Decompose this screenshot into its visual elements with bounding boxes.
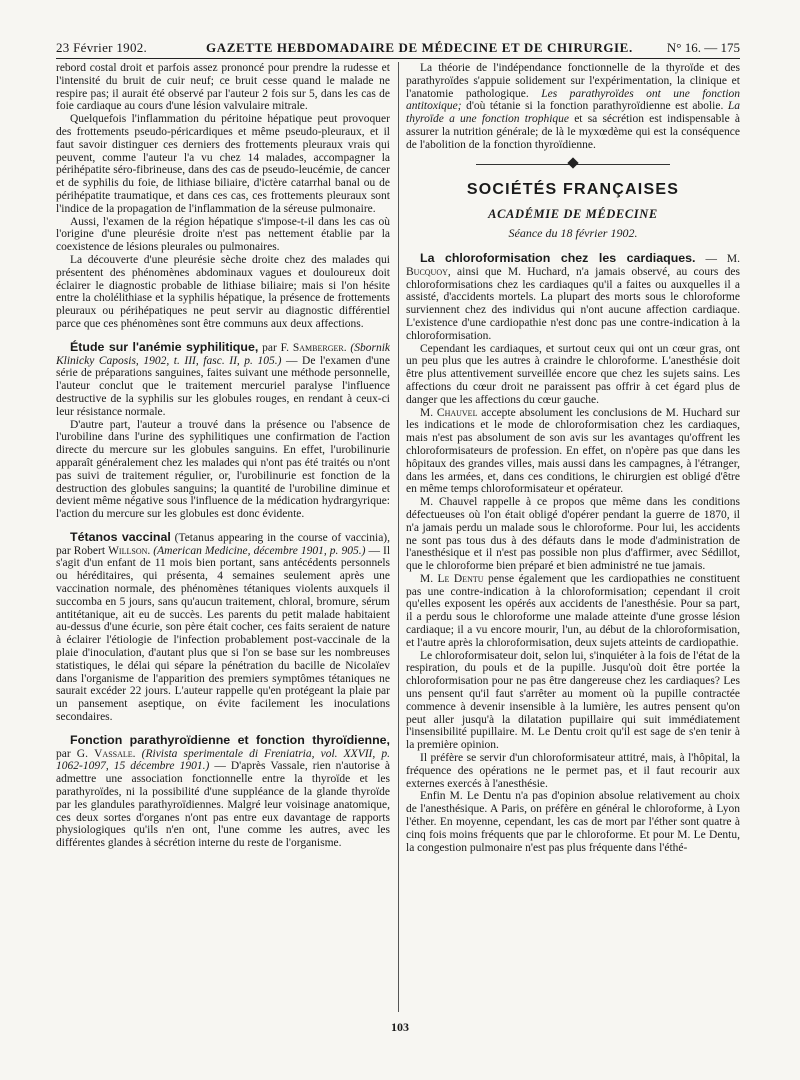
report-title: La chloroformisation chez les cardiaques.: [420, 250, 696, 265]
report-chloroformisation: [406, 252, 740, 343]
article-anemie-syphilitique: [56, 341, 390, 419]
session-date: Séance du 18 février 1902.: [508, 226, 638, 241]
article-title: Fonction parathyroïdienne et fonction thyroïdienne,: [70, 732, 390, 747]
paragraph: Le chloroformisateur doit, selon lui, s'inquiéter à la fois de l'état de la respiration, du pouls et de la pupille. Jusqu'où doit être portée la chloroformisation pour ne pas être dangereuse chez les cardiaques? Les uns pensent qu'il faut s'arrêter au moment où la pupille contractée commence à devenir insensible à la lumière, les autres pensent qu'on peut aller jusqu'à la dilatation pupillaire qui suit immédiatement l'insensibilité pupillaire. M. Le Dentu croit qu'il est sage de s'en tenir à la première opinion.: [406, 649, 740, 752]
article-body: — Il s'agit d'un enfant de 11 mois bien portant, sans antécédents personnels ou héréditaires, qui présenta, 4 semaines seulement après une vaccination normale, des phénomènes tétaniques violents auxquels il succomba en 5 jours, sans qu'aucun traitement, chloral, bromure, sérum antitétanique, ait eu de succès. Les parents du petit malade habitaient au-dessus d'une écurie, son père était cocher, ces faits seraient de nature à éclairer l'étiologie de l'infection probablement post-vaccinale de la plaie d'inoculation, d'autant plus que si l'on se base sur les nombreuses statistiques, le délai qui sépare la pénétration du bacille de Nicolaïev dans l'organisme de l'apparition des premiers symptômes tétaniques ne saurait excéder 22 jours. L'auteur rappelle qu'en protégeant la plaie par un pansement aseptique, on évite facilement les inoculations secondaires.: [56, 544, 390, 724]
text-run-italic: La thyroïde a une fonction trophique: [406, 100, 740, 126]
article-body: — D'après Vassale, rien n'autorise à admettre une association fonctionnelle entre la thyroïde et les parathyroïdes, ni la possibilité d'une suppléance de la glande thyroïde par les glandules parathyroïdiennes. Malgré leur voisinage anatomique, ces deux sortes d'organes n'ont pas entre eux davantage de rapports physiologiques qu'ils n'en ont, l'une comme les autres, avec les différentes glandes à sécrétion interne du reste de l'organisme.: [56, 760, 390, 850]
article-subtitle: (Tetanus appearing in the course of vaccinia), par Robert: [56, 531, 390, 557]
paragraph: Enfin M. Le Dentu n'a pas d'opinion absolue relativement au choix de l'anesthésique. A Paris, on préfère en général le chloroforme, à Lyon l'éther. En moyenne, cependant, les cas de mort par l'éther sont quatre à cinq fois moins fréquents que par le chloroforme. Et pour M. Le Dentu, la congestion pulmonaire n'est pas plus fréquente dans l'éthé-: [406, 790, 740, 854]
speaker-name: M. Chauvel: [420, 406, 478, 419]
paragraph-chauvel: [406, 407, 740, 497]
section-divider: [406, 158, 740, 172]
page-number: 103: [391, 1020, 409, 1034]
article-author: Willson.: [108, 544, 151, 557]
diamond-ornament-icon: [567, 157, 578, 168]
article-title: Étude sur l'anémie syphilitique,: [70, 339, 259, 354]
text-run: d'où tétanie si la fonction parathyroïdienne est abolie.: [466, 100, 724, 113]
speaker-name: M. Bucquoy,: [406, 252, 740, 278]
article-body: — De l'examen d'une série de préparations sanguines, faites suivant une méthode personnelle, l'auteur conclut que le traitement mercuriel paralyse l'influence destructive de la syphilis sur les globules rouges, en rendant à ceux-ci leur résistance normale.: [56, 354, 390, 418]
paragraph: Aussi, l'examen de la région hépatique s'impose-t-il dans les cas où l'origine d'une pleurésie droite n'est pas nettement établie par la coexistence de lésions pleurales ou pulmonaires.: [56, 215, 390, 254]
article-source: (Rivista sperimentale di Freniatria, vol. XXVII, p. 1062-1097, 15 décembre 1901.): [56, 747, 390, 773]
report-dash: —: [705, 252, 717, 265]
header-issue-page: N° 16. — 175: [666, 40, 740, 55]
article-source: (Sbornik Klinicky Caposis, 1902, t. III, fasc. II, p. 105.): [56, 341, 390, 367]
right-column: [406, 62, 740, 1012]
article-tetanos-vaccinal: [56, 531, 390, 724]
running-header: [56, 40, 740, 59]
article-source: (American Medicine, décembre 1901, p. 905.): [153, 544, 366, 557]
text-run: La théorie de l'indépendance fonctionnelle de la thyroïde et des parathyroïdes s'appuie solidement sur l'expérimentation, la clinique et l'anatomie pathologique.: [406, 62, 740, 100]
report-body: ainsi que M. Huchard, n'a jamais observé, au cours des chloroformisations chez les cardiaques qu'il a faites ou auxquelles il a assisté, d'accidents mortels. La plupart des morts sous le chloroforme surviennent chez des individus qui n'ont aucune affection cardiaque. L'existence d'une cardiopathie n'est donc pas une contre-indication à la chloroformisation.: [406, 265, 740, 342]
report-body: accepte absolument les conclusions de M. Huchard sur les indications et le mode de chloroformisation chez les cardiaques, mais n'est pas absolument de son avis sur les avantages qu'offrent les chloroformisateurs de profession. En effet, on n'opère pas que dans les hôpitaux des grandes villes, mais aussi dans les campagnes, à l'étranger, dans les armées, et, dans ces conditions, le chirurgien est obligé d'être en même temps chloroformisateur et opérateur.: [406, 406, 740, 496]
article-fonction-parathyroidienne: [56, 734, 390, 850]
section-title: SOCIÉTÉS FRANÇAISES: [466, 180, 680, 198]
text-run: et sa sécrétion est indispensable à assurer la nutrition générale; de là le myxœdème qui est la conséquence de l'abolition de la fonction thyroïdienne.: [406, 113, 740, 151]
article-title: Tétanos vaccinal: [70, 529, 171, 544]
left-column: [56, 62, 390, 1012]
article-author: Vassale.: [94, 747, 136, 760]
paragraph: M. Chauvel rappelle à ce propos que même dans les conditions défectueuses où l'on était obligé d'opérer pendant la guerre de 1870, il n'a jamais perdu un malade sous le chloroforme. Pour lui, les accidents ne sont pas tous dus à des défauts dans le mode d'administration de l'anesthésique et il n'est pas possible non plus d'affirmer, avec Sédillot, que le chloroforme bien préparé et bien administré ne tue jamais.: [406, 496, 740, 573]
paragraph: Cependant les cardiaques, et surtout ceux qui ont un cœur gras, ont un peu plus que les autres à craindre le chloroforme. L'anesthésie doit être plus attentivement surveillée encore que chez les sujets sains. Les affections du cœur droit ne paraissent pas offrir à cet égard plus de danger que les affections du cœur gauche.: [406, 342, 740, 406]
header-date: 23 Février 1902.: [56, 40, 148, 55]
article-author: Samberger.: [292, 341, 347, 354]
column-rule: [398, 62, 399, 1012]
text-run-italic: Les parathyroïdes ont une fonction antitoxique;: [406, 87, 740, 113]
report-body: pense également que les cardiopathies ne constituent pas une contre-indication à la chloroformisation; cependant il croit qu'elles exposent les opérés aux accidents de l'anesthésie. Pour sa part, il a perdu sous le chloroforme une malade atteinte d'une grosse lésion cardiaque; il a vu encore mourir, l'un, au début de la chloroformisation, et l'autre après la chloroformisation, deux sujets atteints de cardiopathie.: [406, 572, 740, 649]
article-by: par G.: [56, 747, 88, 760]
paragraph: Il préfère se servir d'un chloroformisateur attitré, mais, à l'hôpital, la fréquence des opérations ne le permet pas, et il faut recourir aux externes exercés à l'anesthésie.: [406, 752, 740, 790]
paragraph: Quelquefois l'inflammation du péritoine hépatique peut provoquer des frottements pseudo-péricardiques et même pseudo-pleuraux, et il faut savoir distinguer ces derniers des frottements pleuraux vrais qui peuvent, comme l'auteur l'a vu chez 14 malades, accompagner la périhépatite séro-fibrineuse, dans des cas de pseudo-leucémie, de cancer et de syphilis du foie, de lithiase biliaire, d'ictère catarrhal banal ou de périhépatite traumatique, et dans ces cas, ces frottements pleuraux sont l'indice de la propagation de l'inflammation de la séreuse pulmonaire.: [56, 113, 390, 215]
article-by: par F.: [262, 341, 289, 354]
paragraph: D'autre part, l'auteur a trouvé dans la présence ou l'absence de l'urobiline dans l'urine des syphilitiques une confirmation de l'action directe du mercure sur les globules sanguins. En effet, l'urobilinurie apparaît généralement chez les malades qui n'ont pas été traités ou n'ont pas suivi de traitement régulier, or, l'urobilinurie est fonction de la destruction des globules sanguins; la quantité de l'urobiline diminue et devient même négative sous l'influence de la médication hydrargyrique: l'action du mercure sur les globules est donc évidente.: [56, 418, 390, 521]
paragraph-le-dentu: [406, 573, 740, 650]
paragraph: rebord costal droit et parfois assez prononcé pour prendre la rudesse et l'intensité du bruit de cuir neuf; ce bruit cesse quand le malade ne respire pas; il aurait été observé par l'auteur 2 fois sur 5, dans les cas de foie cardiaque au cours d'une lésion valvulaire mitrale.: [56, 62, 390, 113]
header-journal-title: GAZETTE HEBDOMADAIRE DE MÉDECINE ET DE CHIRURGIE.: [206, 40, 633, 55]
paragraph-thyroide: [406, 62, 740, 152]
speaker-name: M. Le Dentu: [420, 572, 484, 585]
academy-title: ACADÉMIE DE MÉDECINE: [488, 207, 658, 222]
paragraph: La découverte d'une pleurésie sèche droite chez des malades qui présentent des phénomènes abdominaux vagues et douloureux doit éclairer le diagnostic probable de lithiase biliaire; mais si l'on hésite entre la cholélithiase et la syphilis hépatique, la présence de frottements pleuraux ou périhépatiques ne peut servir au diagnostic différentiel parce que ces phénomènes sont être communs aux deux affections.: [56, 253, 390, 330]
